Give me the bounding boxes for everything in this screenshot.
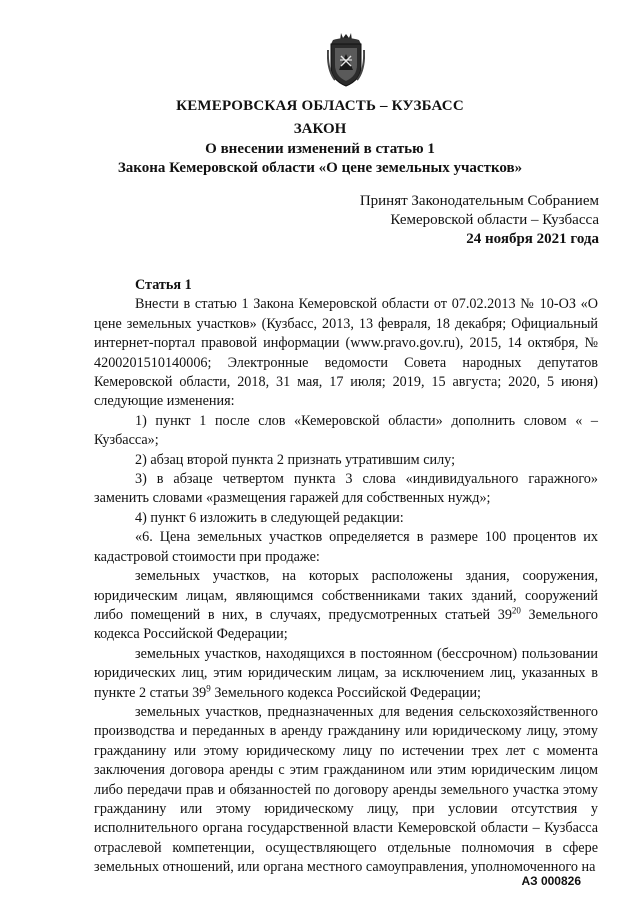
article-title: Статья 1 bbox=[135, 277, 192, 293]
point-6-paragraph: «6. Цена земельных участков определяется в размере 100 процентов их кадастровой стоимости при продаже: bbox=[94, 529, 598, 565]
subparagraph-b-text: земельных участков, находящихся в постоянном (бессрочном) пользовании юридических лиц, этим юридическим лицам, за исключением лиц, указанных в пункте 2 статьи 39 bbox=[94, 645, 598, 701]
subparagraph-a-text: земельных участков, на которых расположены здания, сооружения, юридическим лицам, являющимся собственниками таких зданий, сооружений либо помещений в них, в случаях, предусмотренных статьей 39 bbox=[94, 568, 598, 623]
point-6-subparagraph-b bbox=[94, 645, 598, 703]
subparagraph-b-superscript: 9 bbox=[206, 682, 211, 693]
adoption-date: 24 ноября 2021 года bbox=[466, 231, 599, 247]
adoption-line-1: Принят Законодательным Собранием bbox=[359, 193, 599, 209]
amendment-item-4: 4) пункт 6 изложить в следующей редакции: bbox=[135, 509, 404, 526]
region-heading: КЕМЕРОВСКАЯ ОБЛАСТЬ – КУЗБАСС bbox=[176, 98, 464, 114]
law-body bbox=[94, 276, 598, 878]
document-serial-number: АЗ 000826 bbox=[521, 874, 581, 888]
point-6-subparagraph-c: земельных участков, предназначенных для ведения сельскохозяйственного производства и переданных в аренду гражданину или юридическому лицу, этому гражданину или этому юридическому лицу по истечении трех лет с момента заключения договора аренды с этим гражданином или этим юридическим лицом либо передачи прав и обязанностей по договору аренды земельного участка этому гражданину или этому юридическому лицу, при условии отсутствия у исполнительного органа государственной власти Кемеровской области – Кузбасса отраслевой компетенции, осуществляющего отдельные полномочия в сфере земельных отношений, или органа местного самоуправления, уполномоченного на bbox=[94, 703, 598, 876]
subparagraph-a-ending: Земельного кодекса Российской Федерации; bbox=[94, 606, 598, 643]
article-intro-paragraph: Внести в статью 1 Закона Кемеровской области от 07.02.2013 № 10-ОЗ «О цене земельных участков» (Кузбасс, 2013, 13 февраля, 18 декабря; Официальный интернет-портал правовой информации (www.pravo.gov.ru), 2015, 14 октября, № 4200201510140006; Электронные ведомости Совета народных депутатов Кемеровской области, 2018, 31 мая, 17 июля; 2019, 15 августа; 2020, 5 июня) следующие изменения: bbox=[94, 296, 598, 410]
subparagraph-a-superscript: 20 bbox=[511, 605, 521, 616]
coat-of-arms-emblem bbox=[327, 30, 365, 90]
amendment-item-1: 1) пункт 1 после слов «Кемеровской области» дополнить словом « – Кузбасса»; bbox=[94, 412, 598, 449]
law-title-line-1: О внесении изменений в статью 1 bbox=[205, 141, 435, 157]
adoption-block bbox=[360, 192, 599, 249]
amendment-item-2: 2) абзац второй пункта 2 признать утратившим силу; bbox=[135, 451, 456, 468]
law-title-line-2: Закона Кемеровской области «О цене земельных участков» bbox=[117, 160, 523, 176]
adoption-line-2: Кемеровской области – Кузбасса bbox=[390, 212, 599, 228]
document-type-heading: ЗАКОН bbox=[293, 121, 347, 137]
subparagraph-b-ending: Земельного кодекса Российской Федерации; bbox=[210, 684, 481, 701]
point-6-subparagraph-a bbox=[94, 567, 598, 645]
amendment-item-3: 3) в абзаце четвертом пункта 3 слова «индивидуального гаражного» заменить словами «размещения гаражей для собственных нужд»; bbox=[94, 471, 598, 507]
